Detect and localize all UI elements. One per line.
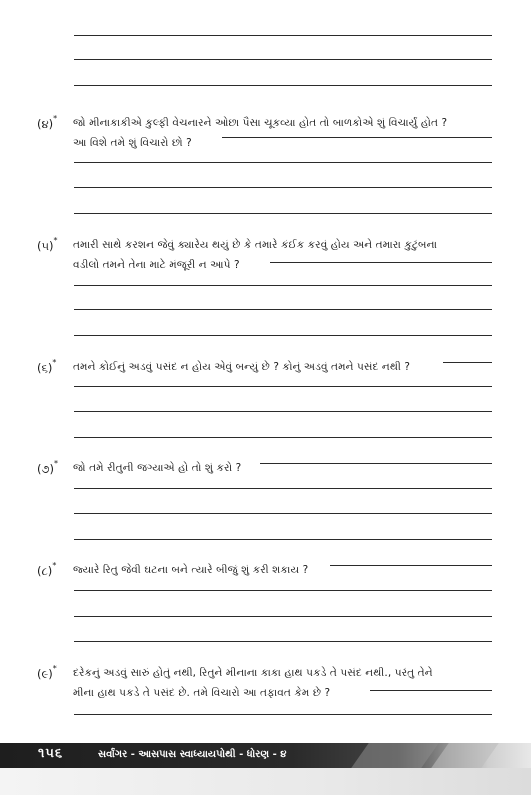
- answer-line[interactable]: [74, 437, 492, 438]
- question-4-text-line1: જો મીનાકાકીએ કુલ્ફી વેચનારને ઓછા પૈસા ચૂકવ્યા હોત તો બાળકોએ શું વિચાર્યું હોત ?: [73, 117, 448, 129]
- question-number-6: (૬)*: [37, 358, 57, 375]
- question-8-text-line1: જ્યારે રિતુ જેવી ઘટના બને ત્યારે બીજું શું કરી શકાય ?: [73, 564, 309, 576]
- answer-line[interactable]: [74, 539, 492, 540]
- question-7-text-line1: જો તમે રીતુની જગ્યાએ હો તો શું કરો ?: [73, 462, 242, 474]
- page-number: ૧૫૬: [38, 746, 64, 761]
- answer-line[interactable]: [270, 262, 492, 263]
- question-9-text-line1: દરેકનું અડવું સારું હોતું નથી, રિતુને મીનાના કાકા હાથ પકડે તે પસંદ નથી., પરંતુ તેને: [73, 667, 433, 679]
- answer-line[interactable]: [74, 35, 492, 36]
- question-5-text-line2: વડીલો તમને તેના માટે મંજૂરી ન આપે ?: [73, 259, 240, 271]
- footer-bottom-strip: [0, 768, 531, 795]
- answer-line[interactable]: [74, 590, 492, 591]
- question-5-text-line1: તમારી સાથે કરશન જેવું ક્યારેય થયું છે કે તમારે કંઈક કરવું હોય અને તમારા કુટુંબના: [73, 239, 438, 251]
- answer-line[interactable]: [74, 309, 492, 310]
- answer-line[interactable]: [222, 137, 492, 138]
- question-number-9: (૯)*: [37, 664, 57, 681]
- answer-line[interactable]: [74, 714, 492, 715]
- question-number-5: (૫)*: [37, 236, 58, 253]
- answer-line[interactable]: [443, 362, 492, 363]
- question-number-8: (૮)*: [37, 561, 57, 578]
- answer-line[interactable]: [74, 59, 492, 60]
- footer-book-title: સર્વાંગર - આસપાસ સ્વાધ્યાયપોથી - ધોરણ - ૪: [98, 749, 287, 760]
- answer-line[interactable]: [74, 641, 492, 642]
- question-6-text-line1: તમને કોઈનું અડવું પસંદ ન હોય એવું બન્યું છે ? કોનું અડવું તમને પસંદ નથી ?: [73, 361, 411, 373]
- answer-line[interactable]: [330, 565, 492, 566]
- answer-line[interactable]: [74, 85, 492, 86]
- question-number-7: (૭)*: [37, 459, 58, 476]
- answer-line[interactable]: [74, 285, 492, 286]
- answer-line[interactable]: [74, 616, 492, 617]
- answer-line[interactable]: [74, 386, 492, 387]
- answer-line[interactable]: [74, 213, 492, 214]
- answer-line[interactable]: [74, 335, 492, 336]
- answer-line[interactable]: [74, 513, 492, 514]
- answer-line[interactable]: [74, 187, 492, 188]
- answer-line[interactable]: [74, 488, 492, 489]
- question-number-4: (૪)*: [37, 114, 58, 131]
- answer-line[interactable]: [74, 162, 492, 163]
- answer-line[interactable]: [260, 463, 492, 464]
- question-4-text-line2: આ વિશે તમે શું વિચારો છો ?: [73, 137, 192, 149]
- question-9-text-line2: મીના હાથ પકડે તે પસંદ છે. તમે વિચારો આ તફાવત કેમ છે ?: [73, 687, 331, 699]
- answer-line[interactable]: [74, 411, 492, 412]
- answer-line[interactable]: [370, 690, 492, 691]
